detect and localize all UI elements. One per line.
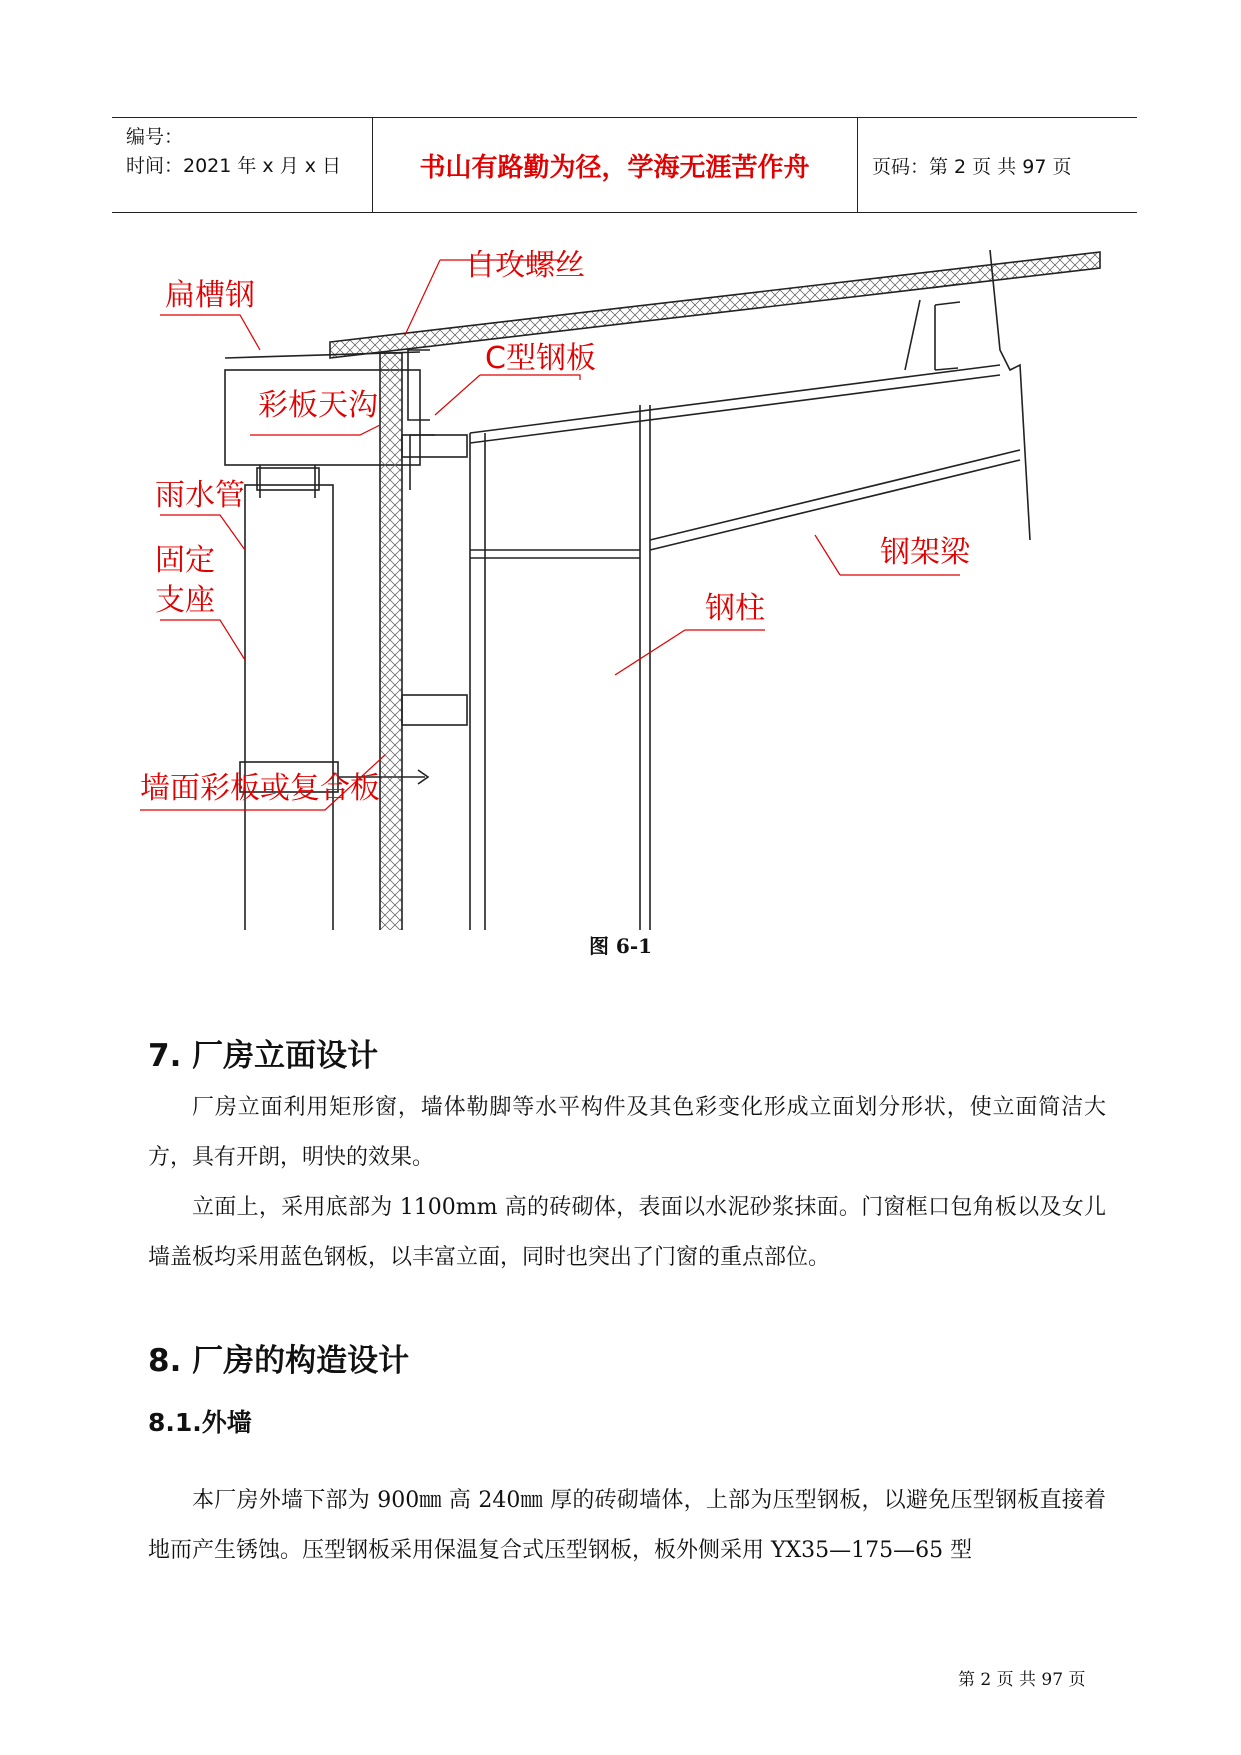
label-wall-panel: 墙面彩板或复合板 [140,771,380,806]
label-flat-channel: 扁槽钢 [165,278,255,313]
label-steel-column: 钢柱 [705,591,765,626]
label-steel-beam: 钢架梁 [880,535,970,570]
paragraph: 本厂房外墙下部为 900㎜ 高 240㎜ 厚的砖砌墙体，上部为压型钢板，以避免压型钢板直接着地而产生锈蚀。压型钢板采用保温复合式压型钢板，板外侧采用 YX35—175—65 型 [148,1488,1106,1563]
page-header [112,117,1137,213]
label-fixed-support-1: 固定 [155,543,215,578]
paragraph: 厂房立面利用矩形窗，墙体勒脚等水平构件及其色彩变化形成立面划分形状，使立面简洁大方，具有开朗，明快的效果。 [148,1095,1106,1170]
label-c-steel: C型钢板 [485,341,596,376]
header-motto: 书山有路勤为径，学海无涯苦作舟 [419,152,810,183]
wall-panel [380,353,402,930]
section-heading: 8. 厂房的构造设计 [148,1343,410,1379]
figure-caption: 图 6-1 [588,934,653,958]
label-fixed-support-2: 支座 [155,583,215,618]
header-divider [857,118,858,212]
header-number: 编号： [126,126,184,148]
section-heading: 7. 厂房立面设计 [148,1038,379,1074]
downpipe [245,485,333,930]
c-steel [408,350,430,420]
page-footer: 第 2 页 共 97 页 [958,1670,1086,1690]
label-self-tapping-screw: 自攻螺丝 [465,250,585,283]
header-meta [126,123,341,181]
paragraph: 立面上，采用底部为 1100mm 高的砖砌体，表面以水泥砂浆抹面。门窗框口包角板以及女儿墙盖板均采用蓝色钢板，以丰富立面，同时也突出了门窗的重点部位。 [148,1195,1106,1270]
label-gutter: 彩板天沟 [258,388,378,423]
roof-panel [330,252,1100,358]
header-page-info: 页码：第 2 页 共 97 页 [872,155,1072,178]
label-downpipe: 雨水管 [155,478,245,513]
subsection-heading: 8.1.外墙 [148,1408,252,1437]
header-time: 时间：2021 年 x 月 x 日 [126,155,342,177]
construction-diagram [140,250,1140,930]
